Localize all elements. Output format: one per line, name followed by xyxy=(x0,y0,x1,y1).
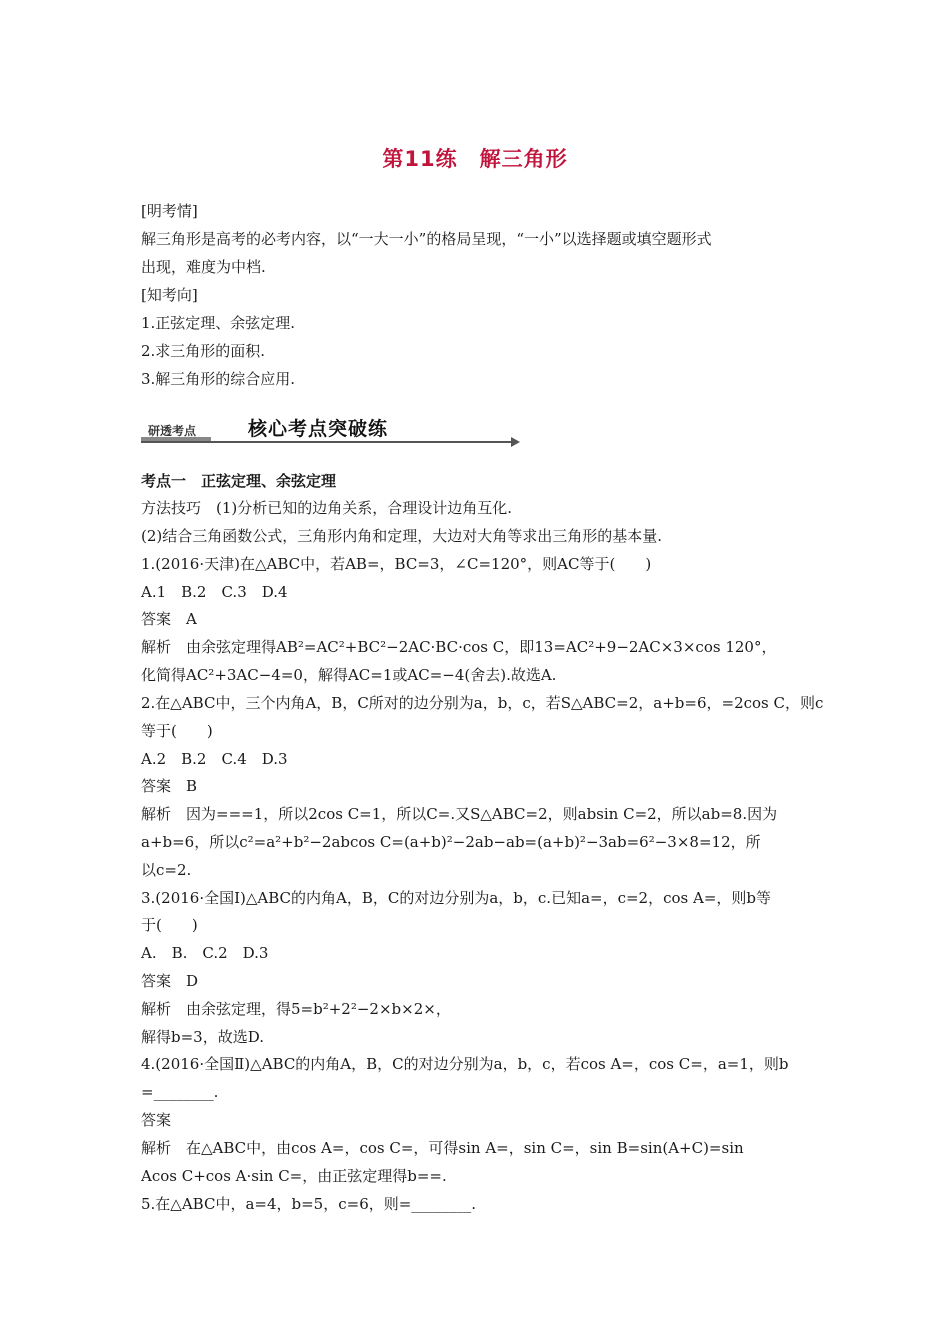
body-line: A.1 B.2 C.3 D.4 xyxy=(141,583,288,601)
arrow-right-icon xyxy=(511,437,520,447)
body-line: 答案 B xyxy=(141,777,198,795)
body-line: 方法技巧 (1)分析已知的边角关系，合理设计边角互化. xyxy=(141,499,513,517)
body-line: 于( ) xyxy=(141,916,198,934)
body-line: 3.(2016·全国Ⅰ)△ABC的内角A，B，C的对边分别为a，b，c.已知a=，c=2，cos A=，则b等 xyxy=(141,889,772,907)
section-banner xyxy=(141,412,523,448)
intro-line: 解三角形是高考的必考内容，以“一大一小”的格局呈现，“一小”以选择题或填空题形式 xyxy=(141,230,712,248)
body-line: 5.在△ABC中，a=4，b=5，c=6，则=________. xyxy=(141,1195,477,1213)
body-line: a+b=6，所以c²=a²+b²−2abcos C=(a+b)²−2ab−ab=(a+b)²−3ab=6²−3×8=12，所 xyxy=(141,833,761,851)
body-line: 答案 A xyxy=(141,610,197,628)
intro-line: 2.求三角形的面积. xyxy=(141,342,266,360)
body-line: 2.在△ABC中，三个内角A，B，C所对的边分别为a，b，c，若S△ABC=2，a+b=6，=2cos C，则c xyxy=(141,694,824,712)
body-line: A.2 B.2 C.4 D.3 xyxy=(141,750,288,768)
body-line: 1.(2016·天津)在△ABC中，若AB=，BC=3，∠C=120°，则AC等于( ) xyxy=(141,555,652,573)
intro-line: 出现，难度为中档. xyxy=(141,258,266,276)
body-line: 解析 由余弦定理得AB²=AC²+BC²−2AC·BC·cos C，即13=AC²+9−2AC×3×cos 120°， xyxy=(141,638,777,656)
body-line: 解析 在△ABC中，由cos A=，cos C=，可得sin A=，sin C=，sin B=sin(A+C)=sin xyxy=(141,1139,744,1157)
page-title: 第11练 解三角形 xyxy=(382,147,568,171)
intro-line: 1.正弦定理、余弦定理. xyxy=(141,314,296,332)
intro-line: 3.解三角形的综合应用. xyxy=(141,370,296,388)
body-line: 解析 因为===1，所以2cos C=1，所以C=.又S△ABC=2，则absin C=2，所以ab=8.因为 xyxy=(141,805,778,823)
intro-line: [知考向] xyxy=(141,286,198,304)
banner-heading: 核心考点突破练 xyxy=(248,418,389,440)
body-line: 解得b=3，故选D. xyxy=(141,1028,264,1046)
body-line: 解析 由余弦定理，得5=b²+2²−2×b×2×， xyxy=(141,1000,451,1018)
body-line: (2)结合三角函数公式，三角形内角和定理，大边对大角等求出三角形的基本量. xyxy=(141,527,663,545)
body-line: Acos C+cos A·sin C=，由正弦定理得b==. xyxy=(141,1167,447,1185)
banner-divider xyxy=(141,441,513,443)
section-heading: 考点一 正弦定理、余弦定理 xyxy=(141,472,337,490)
body-line: 答案 xyxy=(141,1111,172,1129)
body-line: =________. xyxy=(141,1083,219,1101)
body-line: 等于( ) xyxy=(141,722,213,740)
body-line: 4.(2016·全国Ⅱ)△ABC的内角A，B，C的对边分别为a，b，c，若cos A=，cos C=，a=1，则b xyxy=(141,1055,789,1073)
intro-line: [明考情] xyxy=(141,202,198,220)
banner-small-label: 研透考点 xyxy=(148,424,197,438)
body-line: 化简得AC²+3AC−4=0，解得AC=1或AC=−4(舍去).故选A. xyxy=(141,666,557,684)
body-line: A. B. C.2 D.3 xyxy=(141,944,269,962)
body-line: 以c=2. xyxy=(141,861,192,879)
body-line: 答案 D xyxy=(141,972,199,990)
